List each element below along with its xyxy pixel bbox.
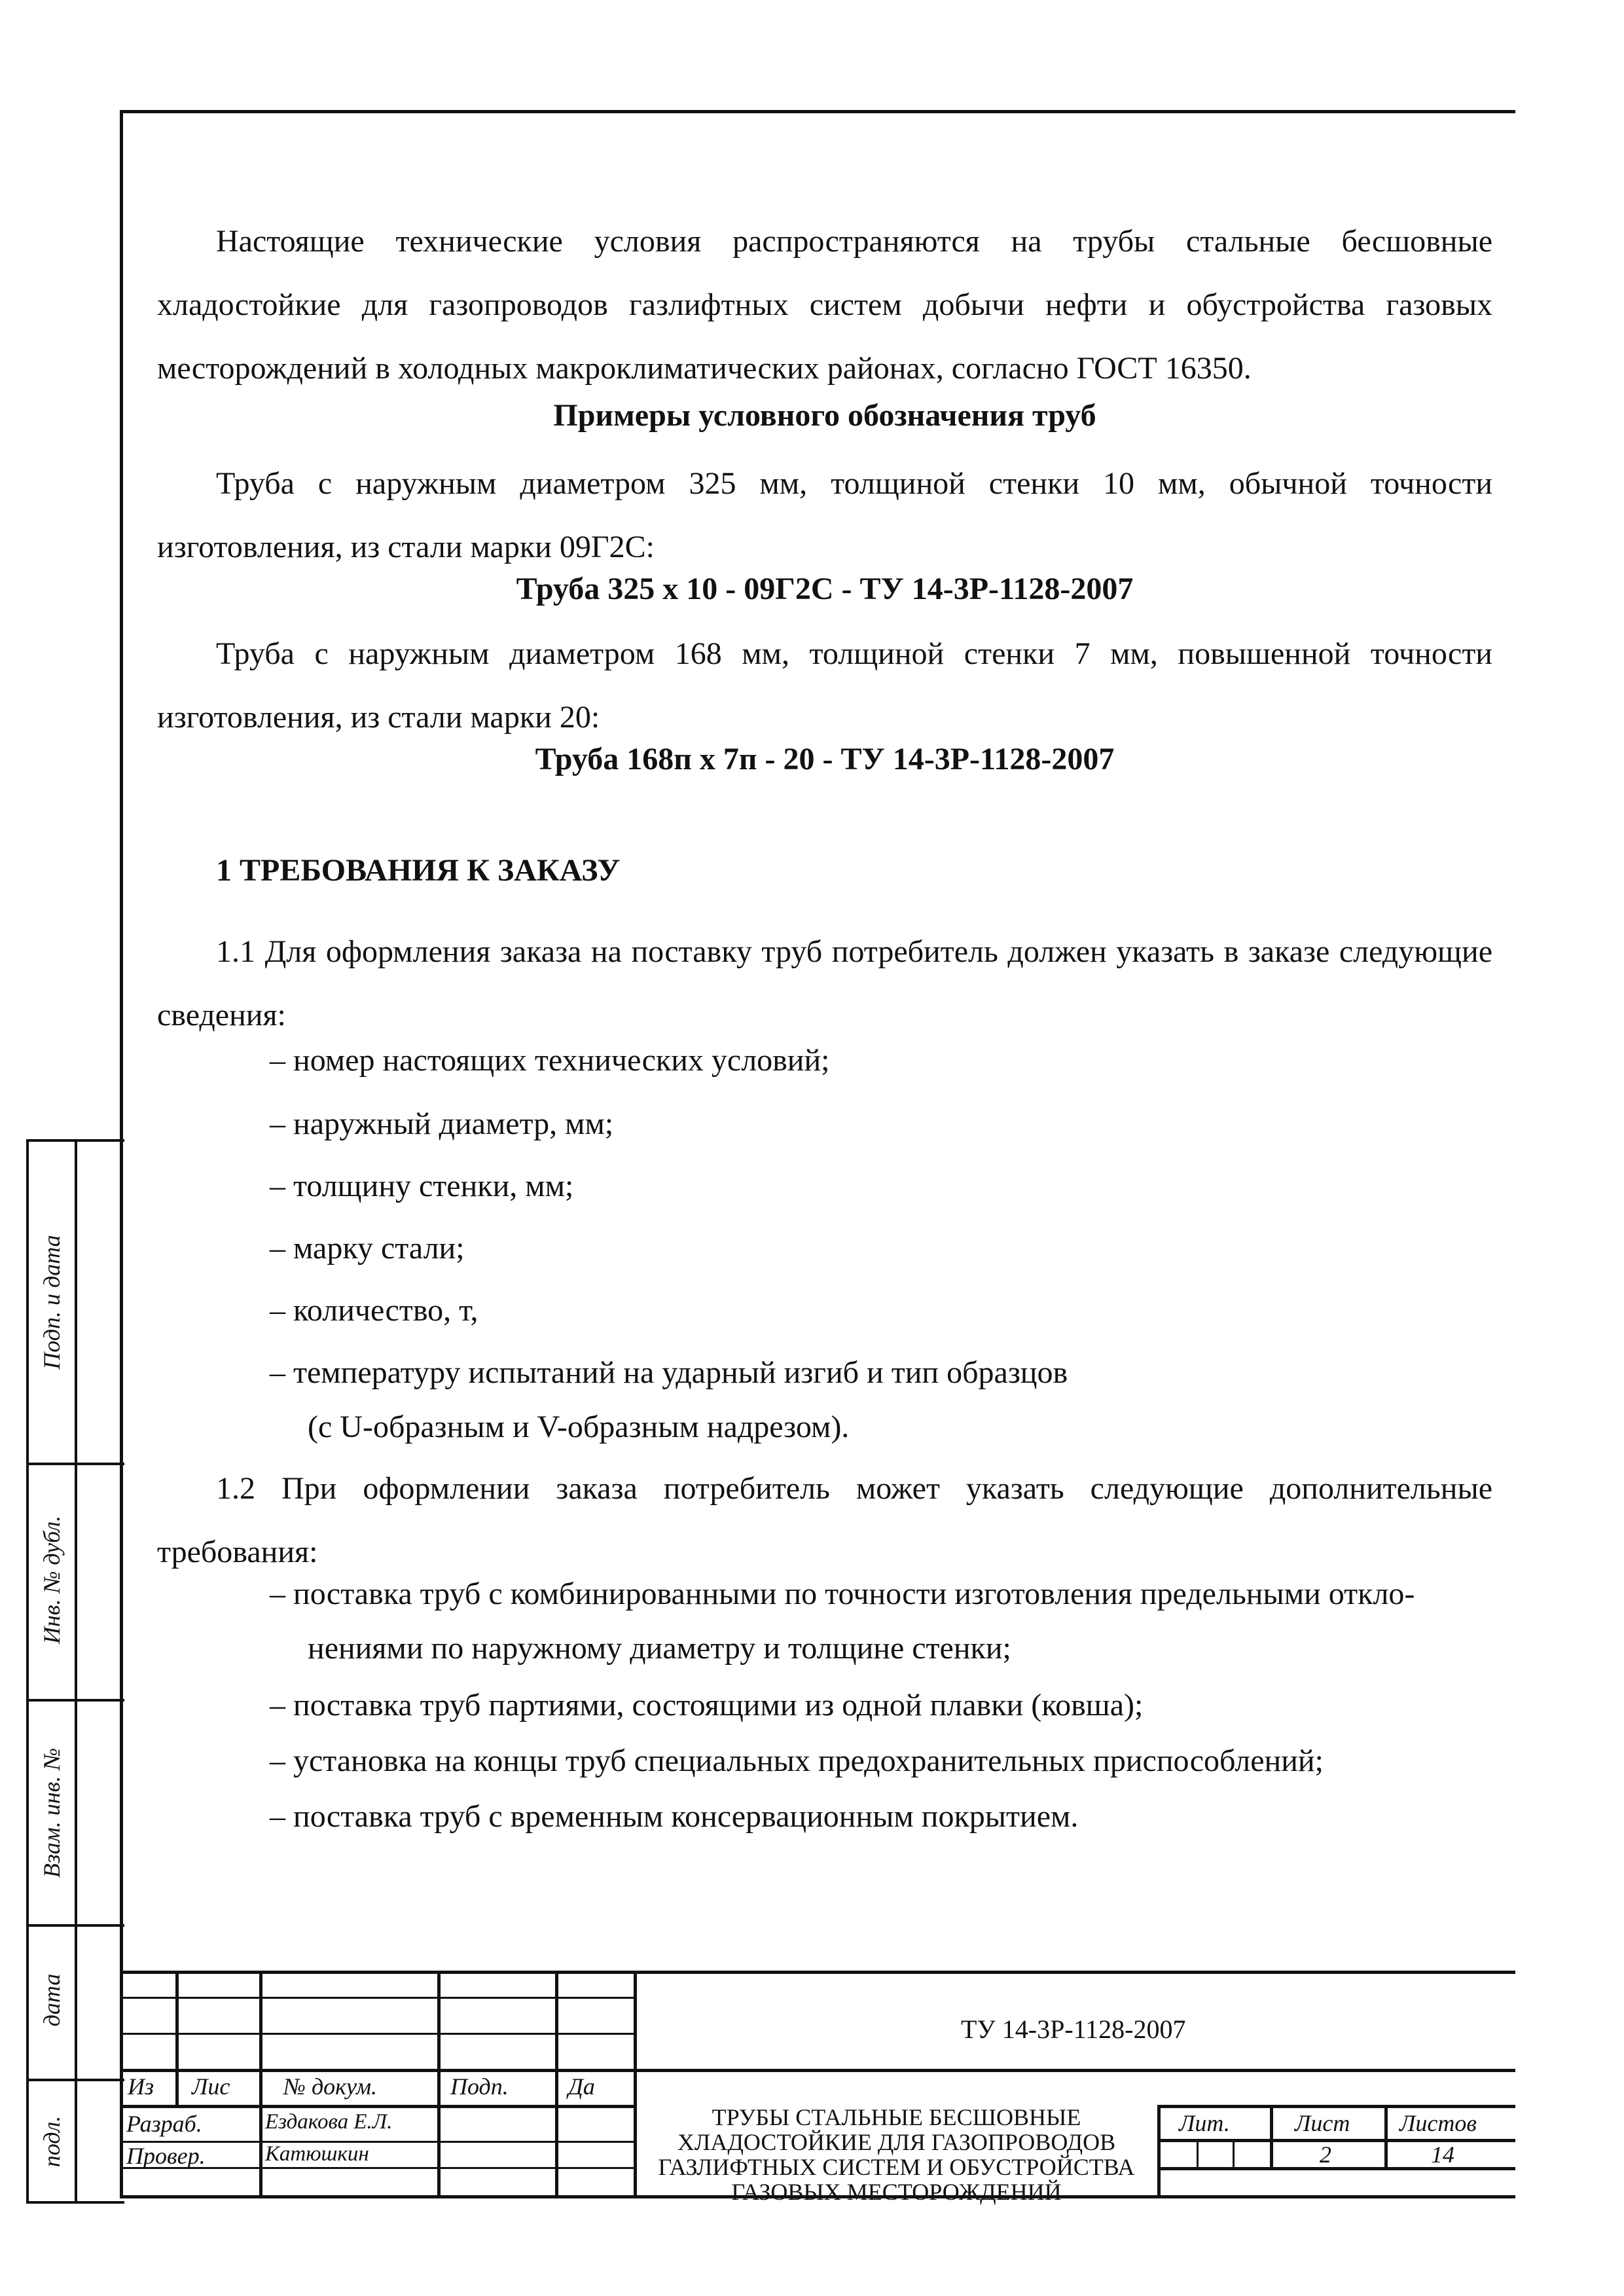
list1-item: (с U-образным и V-образным надрезом).	[308, 1410, 850, 1444]
example1-designation: Труба 325 х 10 - 09Г2С - ТУ 14-3Р-1128-2007	[516, 572, 1134, 606]
section1-heading: 1 ТРЕБОВАНИЯ К ЗАКАЗУ	[216, 853, 621, 888]
tb-line	[1233, 2139, 1235, 2169]
frame-top-line	[120, 110, 1515, 113]
tb-razrab-name: Ездакова Е.Л.	[265, 2110, 393, 2134]
tb-line	[1384, 2105, 1388, 2169]
p1-1-paragraph	[157, 920, 1492, 1047]
tb-line	[1157, 2139, 1515, 2142]
list1-item: – количество, т,	[270, 1293, 478, 1328]
tb-line	[1157, 2167, 1515, 2170]
tb-sheets-total: 14	[1431, 2141, 1454, 2168]
side-cell-podl	[26, 2079, 124, 2204]
list2-item: – поставка труб с комбинированными по точности изготовления предельными откло-	[270, 1576, 1415, 1611]
tb-title-line: ГАЗОВЫХ МЕСТОРОЖДЕНИЙ	[731, 2179, 1062, 2205]
intro-paragraph	[157, 210, 1492, 400]
example1-paragraph	[157, 452, 1492, 579]
tb-list-label: Лист	[1295, 2110, 1350, 2136]
tb-line	[120, 1971, 1515, 1974]
p1-1-text: 1.1 Для оформления заказа на поставку труб потребитель должен указать в заказе следующие сведения:	[157, 934, 1492, 1032]
tb-title-line: ХЛАДОСТОЙКИЕ ДЛЯ ГАЗОПРОВОДОВ	[677, 2129, 1116, 2155]
example2-text: Труба с наружным диаметром 168 мм, толщиной стенки 7 мм, повышенной точности изготовления, из стали марки 20:	[157, 636, 1492, 735]
tb-line	[437, 1971, 441, 2198]
title-block	[120, 1971, 1515, 2205]
tb-doc-code: ТУ 14-3Р-1128-2007	[961, 2014, 1186, 2044]
examples-heading: Примеры условного обозначения труб	[553, 398, 1096, 433]
side-cell-vzam-inv	[26, 1699, 124, 1927]
list1-item: – температуру испытаний на ударный изгиб и тип образцов	[270, 1355, 1068, 1390]
tb-razrab-label: Разраб.	[126, 2111, 202, 2137]
example2-designation: Труба 168п х 7п - 20 - ТУ 14-3Р-1128-2007	[535, 742, 1115, 776]
example1-text: Труба с наружным диаметром 325 мм, толщиной стенки 10 мм, обычной точности изготовления, из стали марки 09Г2С:	[157, 466, 1492, 564]
p1-2-paragraph	[157, 1457, 1492, 1584]
tb-prover-label: Провер.	[126, 2143, 206, 2169]
tb-col-lis: Лис	[192, 2073, 230, 2100]
list1-item: – толщину стенки, мм;	[270, 1169, 574, 1203]
tb-line	[634, 2069, 1515, 2072]
tb-line	[175, 1971, 179, 2105]
tb-listov-label: Листов	[1399, 2110, 1477, 2136]
list1-item: – номер настоящих технических условий;	[270, 1043, 830, 1078]
list1-item: – марку стали;	[270, 1231, 465, 1266]
tb-col-dokum: № докум.	[283, 2073, 378, 2100]
tb-title	[636, 2105, 1157, 2204]
tb-col-iz: Из	[128, 2073, 154, 2100]
tb-line	[555, 1971, 558, 2198]
tb-line	[1197, 2139, 1199, 2169]
tb-col-podp: Подп.	[450, 2073, 509, 2100]
list2-item: – поставка труб партиями, состоящими из одной плавки (ковша);	[270, 1688, 1144, 1722]
tb-title-line: ТРУБЫ СТАЛЬНЫЕ БЕСШОВНЫЕ	[712, 2104, 1081, 2130]
p1-2-text: 1.2 При оформлении заказа потребитель может указать следующие дополнительные требования:	[157, 1471, 1492, 1569]
intro-text: Настоящие технические условия распространяются на трубы стальные бесшовные хладостойкие для газопроводов газлифтных систем добычи нефти и обустройства газовых месторождений в холодных макроклиматических районах, согласно ГОСТ 16350.	[157, 224, 1492, 386]
list2-item: – установка на концы труб специальных предохранительных приспособлений;	[270, 1743, 1324, 1778]
tb-prover-name: Катюшкин	[265, 2142, 369, 2166]
tb-line	[259, 1971, 262, 2198]
side-label-inv-dubl: Инв. № дубл.	[39, 1515, 65, 1644]
list2-item: – поставка труб с временным консервационным покрытием.	[270, 1799, 1079, 1834]
tb-lit-label: Лит.	[1179, 2110, 1230, 2136]
side-cell-data	[26, 1922, 124, 2081]
list1-item: – наружный диаметр, мм;	[270, 1106, 614, 1141]
side-label-data: дата	[39, 1973, 65, 2027]
tb-sheet: 2	[1320, 2141, 1331, 2168]
side-label-vzam-inv: Взам. инв. №	[39, 1747, 65, 1878]
tb-line	[1270, 2105, 1273, 2169]
side-cell-podp-data	[26, 1139, 124, 1465]
side-cell-inv-dubl	[26, 1460, 124, 1702]
side-label-podp-data: Подп. и дата	[39, 1235, 65, 1370]
list2-item: нениями по наружному диаметру и толщине стенки;	[308, 1631, 1011, 1666]
tb-col-da: Да	[568, 2073, 595, 2100]
example2-paragraph	[157, 622, 1492, 749]
side-label-podl: подл.	[39, 2115, 65, 2167]
tb-title-line: ГАЗЛИФТНЫХ СИСТЕМ И ОБУСТРОЙСТВА	[658, 2154, 1135, 2180]
tb-line	[1157, 2105, 1515, 2108]
tb-line	[1157, 2105, 1161, 2198]
